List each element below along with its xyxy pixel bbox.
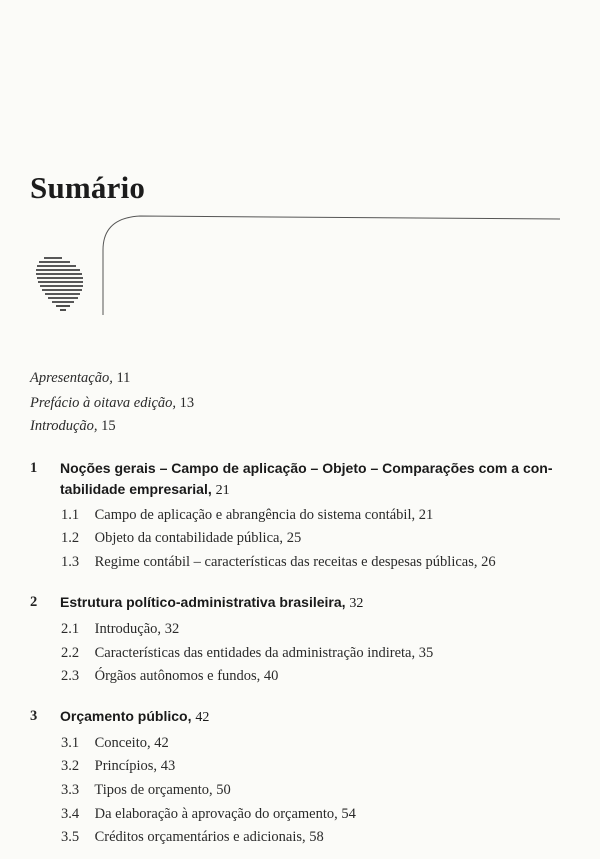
toc-chapter-2[interactable] bbox=[30, 592, 570, 614]
toc-front-item[interactable]: Prefácio à oitava edição, 13 bbox=[30, 395, 195, 411]
toc-section[interactable]: 1.1 Campo de aplicação e abrangência do sistema contábil, 21 bbox=[61, 507, 434, 523]
chapter-number: 2 bbox=[30, 594, 38, 610]
chapter-title: Noções gerais – Campo de aplicação – Objeto – Comparações com a con- tabilidade empresarial, 21 bbox=[60, 460, 553, 498]
toc-section[interactable]: 3.5 Créditos orçamentários e adicionais, 58 bbox=[61, 829, 324, 845]
striped-ball-icon bbox=[36, 258, 83, 310]
toc-section[interactable]: 3.4 Da elaboração à aprovação do orçamento, 54 bbox=[61, 806, 356, 822]
toc-section[interactable]: 2.2 Características das entidades da administração indireta, 35 bbox=[61, 645, 434, 661]
toc-section[interactable]: 1.2 Objeto da contabilidade pública, 25 bbox=[61, 530, 302, 546]
chapter-number: 3 bbox=[30, 708, 38, 724]
toc-section[interactable]: 2.1 Introdução, 32 bbox=[61, 621, 180, 637]
toc-chapter-3[interactable] bbox=[30, 706, 570, 728]
toc-section[interactable]: 3.1 Conceito, 42 bbox=[61, 735, 169, 751]
toc-section[interactable]: 3.3 Tipos de orçamento, 50 bbox=[61, 782, 231, 798]
toc-section[interactable]: 3.2 Princípios, 43 bbox=[61, 758, 176, 774]
chapter-number: 1 bbox=[30, 460, 38, 476]
toc-front-item[interactable]: Apresentação, 11 bbox=[30, 370, 131, 386]
decorative-rule bbox=[0, 0, 600, 330]
toc-front-item[interactable]: Introdução, 15 bbox=[30, 418, 116, 434]
toc-section[interactable]: 1.3 Regime contábil – características das receitas e despesas públicas, 26 bbox=[61, 554, 496, 570]
toc-section[interactable]: 2.3 Órgãos autônomos e fundos, 40 bbox=[61, 668, 279, 684]
page-title: Sumário bbox=[30, 170, 146, 205]
chapter-title: Estrutura político-administrativa brasileira, 32 bbox=[60, 594, 364, 611]
chapter-title: Orçamento público, 42 bbox=[60, 708, 210, 725]
toc-chapter-1[interactable] bbox=[30, 458, 570, 501]
